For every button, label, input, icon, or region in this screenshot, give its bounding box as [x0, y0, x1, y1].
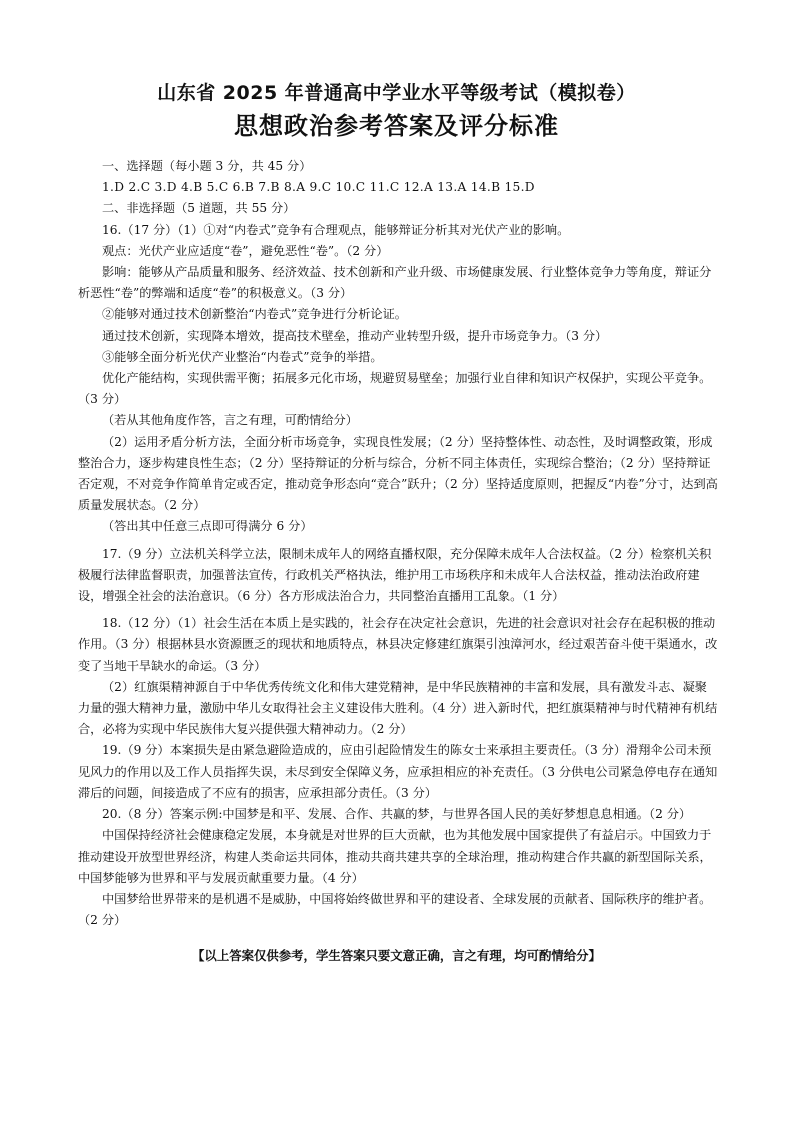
q16-point3: ③能够全面分析光伏产业整治“内卷式”竞争的举措。: [102, 349, 383, 364]
q20-paragraph2: 中国梦给世界带来的是机遇不是威胁，中国将始终做世界和平的建设者、全球发展的贡献者、国际秩序的维护者。（2 分）: [78, 891, 712, 928]
exam-subtitle: 思想政治参考答案及评分标准: [234, 112, 559, 140]
q16-note: （若从其他角度作答，言之有理，可酌情给分）: [102, 413, 358, 428]
q16-point3-answer: 优化产能结构，实现供需平衡；拓展多元化市场，规避贸易壁垒；加强行业自律和知识产权保护，实现公平竞争。（3 分）: [78, 371, 712, 407]
q16-point2-answer: 通过技术创新，实现降本增效，提高技术壁垒，推动产业转型升级，提升市场竞争力。（3 分）: [102, 328, 608, 343]
q20-intro: 20.（8 分）答案示例:中国梦是和平、发展、合作、共赢的梦，与世界各国人民的美好梦想息息相通。（2 分）: [102, 807, 692, 822]
q16-intro: 16.（17 分）（1）①对“内卷式”竞争有合理观点，能够辩证分析其对光伏产业的影响。: [102, 222, 570, 237]
q16-point2: ②能够对通过技术创新整治“内卷式”竞争进行分析论证。: [102, 307, 407, 322]
q16-view: 观点：光伏产业应适度“卷”，避免恶性“卷”。（2 分）: [102, 243, 389, 258]
choice-answers: 1.D 2.C 3.D 4.B 5.C 6.B 7.B 8.A 9.C 10.C 11.C 12.A 13.A 14.B 15.D: [102, 180, 535, 195]
q18-part1: 18.（12 分）（1）社会生活在本质上是实践的，社会存在决定社会意识，先进的社会意识对社会存在起积极的推动作用。（3 分）根据林县水资源匮乏的现状和地质特点，林县决定修建红旗渠引浊漳河水，经过艰苦奋斗使干渠通水，改变了当地干旱缺水的命运。（3 分）: [78, 616, 718, 673]
q19-answer: 19.（9 分）本案损失是由紧急避险造成的，应由引起险情发生的陈女士来承担主要责任。（3 分）滑翔伞公司未预见风力的作用以及工作人员指挥失误，未尽到安全保障义务，应承担相应的补充责任。（3 分供电公司紧急停电存在通知滞后的问题，间接造成了不应有的损害，应承担部分责任。（3 分）: [78, 743, 718, 800]
q16-impact: 影响：能够从产品质量和服务、经济效益、技术创新和产业升级、市场健康发展、行业整体竞争力等角度，辩证分析恶性“卷”的弊端和适度“卷”的积极意义。（3 分）: [78, 265, 712, 301]
q18-part2: （2）红旗渠精神源自于中华优秀传统文化和伟大建党精神，是中华民族精神的丰富和发展，具有激发斗志、凝聚力量的强大精神力量，激励中华儿女取得社会主义建设伟大胜利。（4 分）进入新时代，把红旗渠精神与时代精神有机结合，必将为实现中华民族伟大复兴提供强大精神动力。（2 分）: [78, 679, 718, 737]
grading-note: 【以上答案仅供参考，学生答案只要文意正确，言之有理，均可酌情给分】: [192, 948, 601, 963]
q17-answer: 17.（9 分）立法机关科学立法，限制未成年人的网络直播权限，充分保障未成年人合法权益。（2 分）检察机关积极履行法律监督职责，加强普法宣传，行政机关严格执法，维护用工市场秩序和未成年人合法权益，推动法治政府建设，增强全社会的法治意识。（6 分）各方形成法治合力，共同整治直播用工乱象。（1 分）: [78, 546, 712, 604]
section-choice-heading: 一、选择题（每小题 3 分，共 45 分）: [102, 159, 312, 173]
answer-body: [78, 156, 718, 931]
q16-part2-note: （答出其中任意三点即可得满分 6 分）: [102, 519, 313, 534]
q20-paragraph1: 中国保持经济社会健康稳定发展，本身就是对世界的巨大贡献，也为其他发展中国家提供了有益启示。中国致力于推动建设开放型世界经济，构建人类命运共同体，推动共商共建共享的全球治理，推动构建合作共赢的新型国际关系，中国梦能够为世界和平与发展贡献重要力量。（4 分）: [78, 828, 712, 885]
exam-title: 山东省 2025 年普通高中学业水平等级考试（模拟卷）: [157, 82, 636, 104]
q16-part2: （2）运用矛盾分析方法，全面分析市场竞争，实现良性发展；（2 分）坚持整体性、动态性，及时调整政策，形成整治合力，逐步构建良性生态；（2 分）坚持辩证的分析与综合，分析不同主体责任，实现综合整治；（2 分）坚持辩证否定观，不对竞争作简单肯定或否定，推动竞争形态向“竞合”跃升；（2 分）坚持适度原则，把握反“内卷”分寸，达到高质量发展状态。（2 分）: [78, 434, 718, 513]
section-essay-heading: 二、非选择题（5 道题，共 55 分）: [102, 201, 296, 216]
